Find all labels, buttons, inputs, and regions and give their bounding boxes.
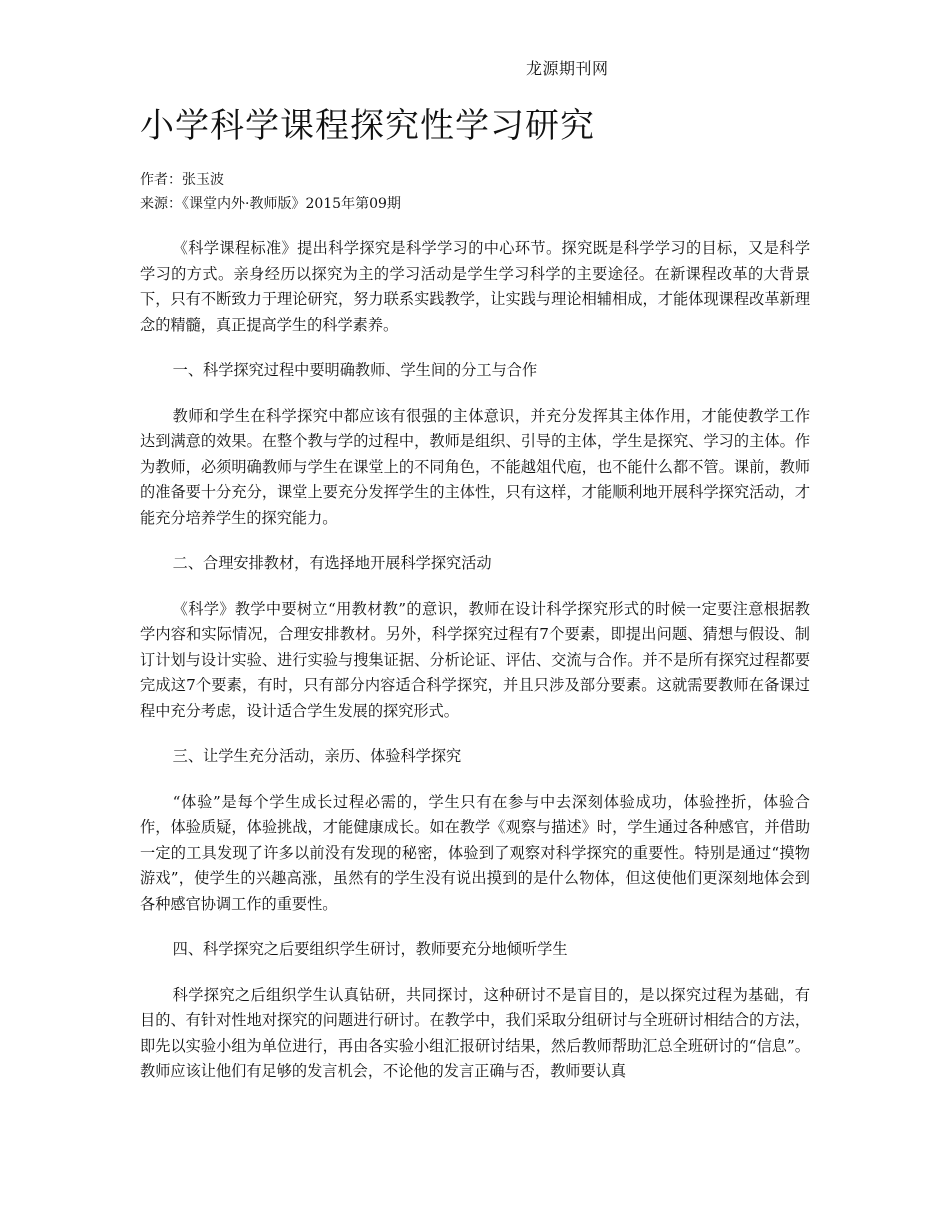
paragraph-section-3: “体验”是每个学生成长过程必需的，学生只有在参与中去深刻体验成功，体验挫折，体验合作，体验质疑，体验挑战，才能健康成长。如在教学《观察与描述》时，学生通过各种感官，并借助一定的工具发现了许多以前没有发现的秘密，体验到了观察对科学探究的重要性。特别是通过“摸物游戏”，使学生的兴趣高涨，虽然有的学生没有说出摸到的是什么物体，但这使他们更深刻地体会到各种感官协调工作的重要性。 xyxy=(140,792,810,913)
site-name: 龙源期刊网 xyxy=(526,59,609,78)
section-heading-4: 四、科学探究之后要组织学生研讨，教师要充分地倾听学生 xyxy=(172,940,568,958)
paragraph-intro: 《科学课程标准》提出科学探究是科学学习的中心环节。探究既是科学学习的目标，又是科学学习的方式。亲身经历以探究为主的学习活动是学生学习科学的主要途径。在新课程改革的大背景下，只有不断致力于理论研究，努力联系实践教学，让实践与理论相辅相成，才能体现课程改革新理念的精髓，真正提高学生的科学素养。 xyxy=(140,239,810,334)
article-title: 小学科学课程探究性学习研究 xyxy=(140,106,595,146)
article-body xyxy=(140,236,810,1085)
paragraph-section-2: 《科学》教学中要树立“用教材教”的意识，教师在设计科学探究形式的时候一定要注意根据教学内容和实际情况，合理安排教材。另外，科学探究过程有7个要素，即提出问题、猜想与假设、制订计划与设计实验、进行实验与搜集证据、分析论证、评估、交流与合作。并不是所有探究过程都要完成这7个要素，有时，只有部分内容适合科学探究，并且只涉及部分要素。这就需要教师在备课过程中充分考虑，设计适合学生发展的探究形式。 xyxy=(140,599,810,720)
article-author: 作者：张玉波 xyxy=(140,172,224,188)
paragraph-section-1: 教师和学生在科学探究中都应该有很强的主体意识，并充分发挥其主体作用，才能使教学工作达到满意的效果。在整个教与学的过程中，教师是组织、引导的主体，学生是探究、学习的主体。作为教师，必须明确教师与学生在课堂上的不同角色，不能越俎代庖，也不能什么都不管。课前，教师的准备要十分充分，课堂上要充分发挥学生的主体性，只有这样，才能顺利地开展科学探究活动，才能充分培养学生的探究能力。 xyxy=(140,406,810,527)
section-heading-1: 一、科学探究过程中要明确教师、学生间的分工与合作 xyxy=(172,361,538,379)
section-heading-3: 三、让学生充分活动，亲历、体验科学探究 xyxy=(172,747,462,765)
paragraph-section-4: 科学探究之后组织学生认真钻研，共同探讨，这种研讨不是盲目的，是以探究过程为基础，有目的、有针对性地对探究的问题进行研讨。在教学中，我们采取分组研讨与全班研讨相结合的方法，即先以实验小组为单位进行，再由各实验小组汇报研讨结果，然后教师帮助汇总全班研讨的“信息”。教师应该让他们有足够的发言机会，不论他的发言正确与否，教师要认真 xyxy=(140,985,810,1080)
section-heading-2: 二、合理安排教材，有选择地开展科学探究活动 xyxy=(172,554,492,572)
article-source: 来源：《课堂内外·教师版》2015年第09期 xyxy=(140,196,401,212)
